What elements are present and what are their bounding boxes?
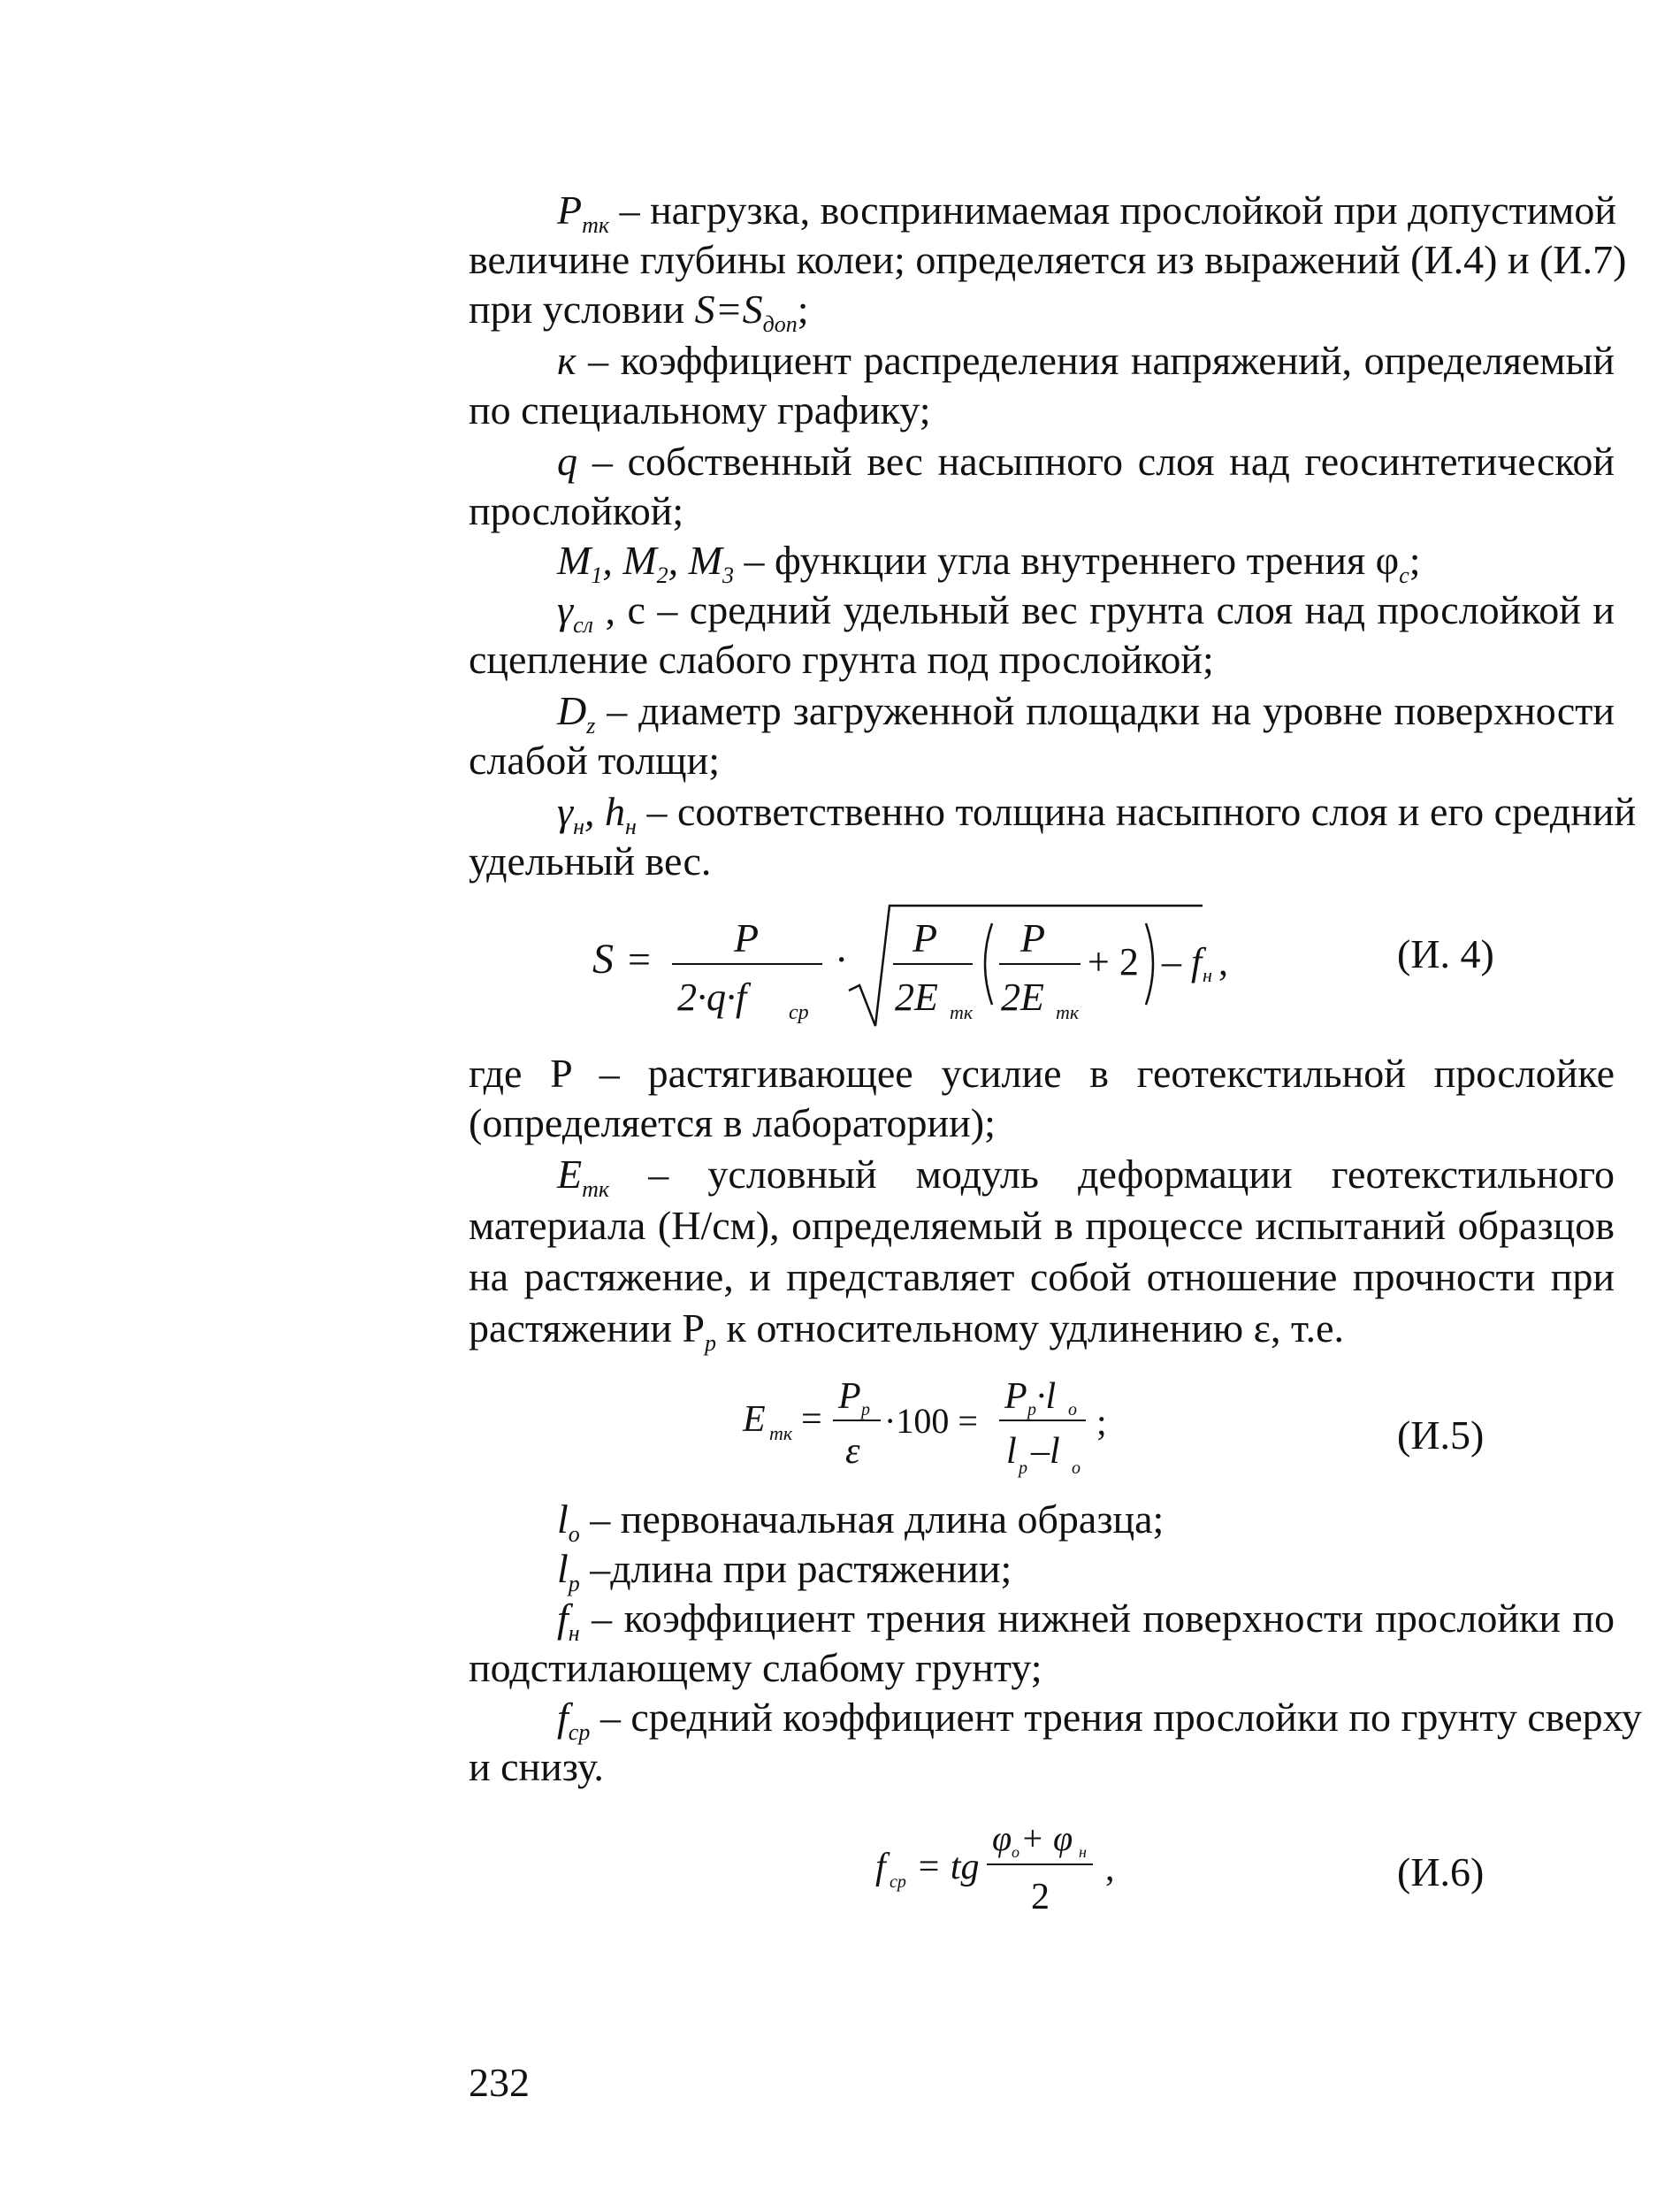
svg-text:о: о xyxy=(1012,1843,1019,1861)
svg-text:·100 =: ·100 = xyxy=(884,1401,978,1441)
svg-text:тк: тк xyxy=(950,1001,974,1023)
svg-text:P: P xyxy=(913,915,938,960)
svg-text:р: р xyxy=(861,1400,870,1420)
svg-text:2: 2 xyxy=(1031,1877,1050,1917)
svg-text:=: = xyxy=(801,1399,822,1440)
def-m: $M_1$, $M_2$, $M_3$ – функции угла внутреннего трения $\varphi_с$; xyxy=(557,538,1421,588)
equation-i4 xyxy=(584,893,1256,1035)
svg-text:+ φ: + φ xyxy=(1020,1818,1073,1858)
svg-text:= tg: = tg xyxy=(916,1847,980,1887)
svg-text:2E: 2E xyxy=(1001,976,1044,1019)
svg-text:о: о xyxy=(1068,1400,1077,1420)
svg-text:р: р xyxy=(1027,1400,1036,1420)
svg-text:ε: ε xyxy=(845,1431,860,1472)
def-etk-cont2: на растяжение, и представляет собой отношение прочности при xyxy=(469,1254,1615,1299)
def-lo: $l_о$ – первоначальная длина образца; xyxy=(557,1496,1165,1547)
svg-text:f: f xyxy=(875,1847,886,1887)
svg-text:р: р xyxy=(1019,1458,1027,1478)
svg-text:l: l xyxy=(1006,1431,1017,1472)
svg-text:+ 2: + 2 xyxy=(1088,940,1139,983)
svg-text:н: н xyxy=(1203,964,1212,986)
def-ptk-cont2: при условии $S=S_{доп}$; xyxy=(469,287,809,337)
svg-text:P: P xyxy=(1004,1376,1027,1417)
svg-text:2E: 2E xyxy=(895,976,938,1019)
def-q: q – собственный вес насыпного слоя над геосинтетической xyxy=(557,439,1615,484)
svg-text:;: ; xyxy=(1096,1403,1107,1443)
eq5-number: (И.5) xyxy=(1397,1412,1485,1458)
svg-text:·: · xyxy=(835,937,849,982)
def-dz-cont: слабой толщи; xyxy=(469,738,720,783)
def-etk-cont3: растяжении $P_р$ к относительному удлинению ε, т.е. xyxy=(469,1305,1345,1356)
def-lp: $l_р$ –длина при растяжении; xyxy=(557,1546,1012,1596)
def-k-cont: по специальному графику; xyxy=(469,387,931,432)
def-etk: $E_{тк}$ – условный модуль деформации геотекстильного xyxy=(557,1152,1615,1202)
def-gamma-sl-cont: сцепление слабого грунта под прослойкой; xyxy=(469,637,1214,682)
eq4-lhs: S xyxy=(592,936,614,983)
svg-text:тк: тк xyxy=(1056,1001,1080,1023)
svg-text:ср: ср xyxy=(890,1872,906,1892)
def-fsr-cont: и снизу. xyxy=(469,1744,604,1789)
equation-i5 xyxy=(725,1362,1132,1486)
where-p: где P – растягивающее усилие в геотекстильной прослойке xyxy=(469,1051,1615,1096)
svg-text:,: , xyxy=(1218,940,1228,983)
svg-text:–l: –l xyxy=(1031,1431,1060,1472)
def-gamma-h: $\gamma_н$, $h_н$ – соответственно толщина насыпного слоя и его средний xyxy=(557,789,1637,839)
equation-i6 xyxy=(858,1804,1158,1928)
def-fsr: $f_{ср}$ – средний коэффициент трения прослойки по грунту сверху xyxy=(557,1695,1642,1745)
svg-text:φ: φ xyxy=(992,1818,1012,1858)
svg-text:ср: ср xyxy=(789,1001,809,1024)
def-fn: $f_н$ – коэффициент трения нижней поверхности прослойки по xyxy=(557,1596,1615,1646)
page-number: 232 xyxy=(469,2060,530,2105)
def-dz: $D_z$ – диаметр загруженной площадки на уровне поверхности xyxy=(557,688,1615,738)
def-ptk-cont: величине глубины колеи; определяется из выражений (И.4) и (И.7) xyxy=(469,237,1627,282)
svg-text:E: E xyxy=(743,1399,766,1440)
svg-text:– f: – f xyxy=(1162,940,1203,983)
svg-text:н: н xyxy=(1079,1843,1087,1861)
def-etk-cont1: материала (Н/см), определяемый в процессе испытаний образцов xyxy=(469,1203,1615,1248)
svg-text:о: о xyxy=(1072,1458,1081,1478)
def-ptk: $P_{тк}$ – нагрузка, воспринимаемая прослойкой при допустимой xyxy=(557,187,1617,238)
svg-text:,: , xyxy=(1105,1848,1115,1889)
svg-text:=: = xyxy=(628,937,651,982)
svg-text:P: P xyxy=(1020,915,1046,960)
svg-text:P: P xyxy=(838,1376,861,1417)
svg-text:тк: тк xyxy=(769,1422,793,1444)
eq6-number: (И.6) xyxy=(1397,1849,1485,1894)
def-q-cont: прослойкой; xyxy=(469,488,684,533)
eq4-number: (И. 4) xyxy=(1397,931,1494,976)
def-fn-cont: подстилающему слабому грунту; xyxy=(469,1645,1042,1690)
def-gamma-sl: $\gamma_{сл}$ , c – средний удельный вес грунта слоя над прослойкой и xyxy=(557,587,1615,638)
eq4-frac1-den: 2·q·f xyxy=(677,976,747,1019)
eq4-frac1-num: P xyxy=(734,915,760,960)
svg-text:·l: ·l xyxy=(1036,1376,1057,1417)
def-gamma-h-cont: удельный вес. xyxy=(469,838,712,884)
where-p-cont: (определяется в лаборатории); xyxy=(469,1100,996,1145)
def-k: к – коэффициент распределения напряжений, определяемый xyxy=(557,338,1615,383)
